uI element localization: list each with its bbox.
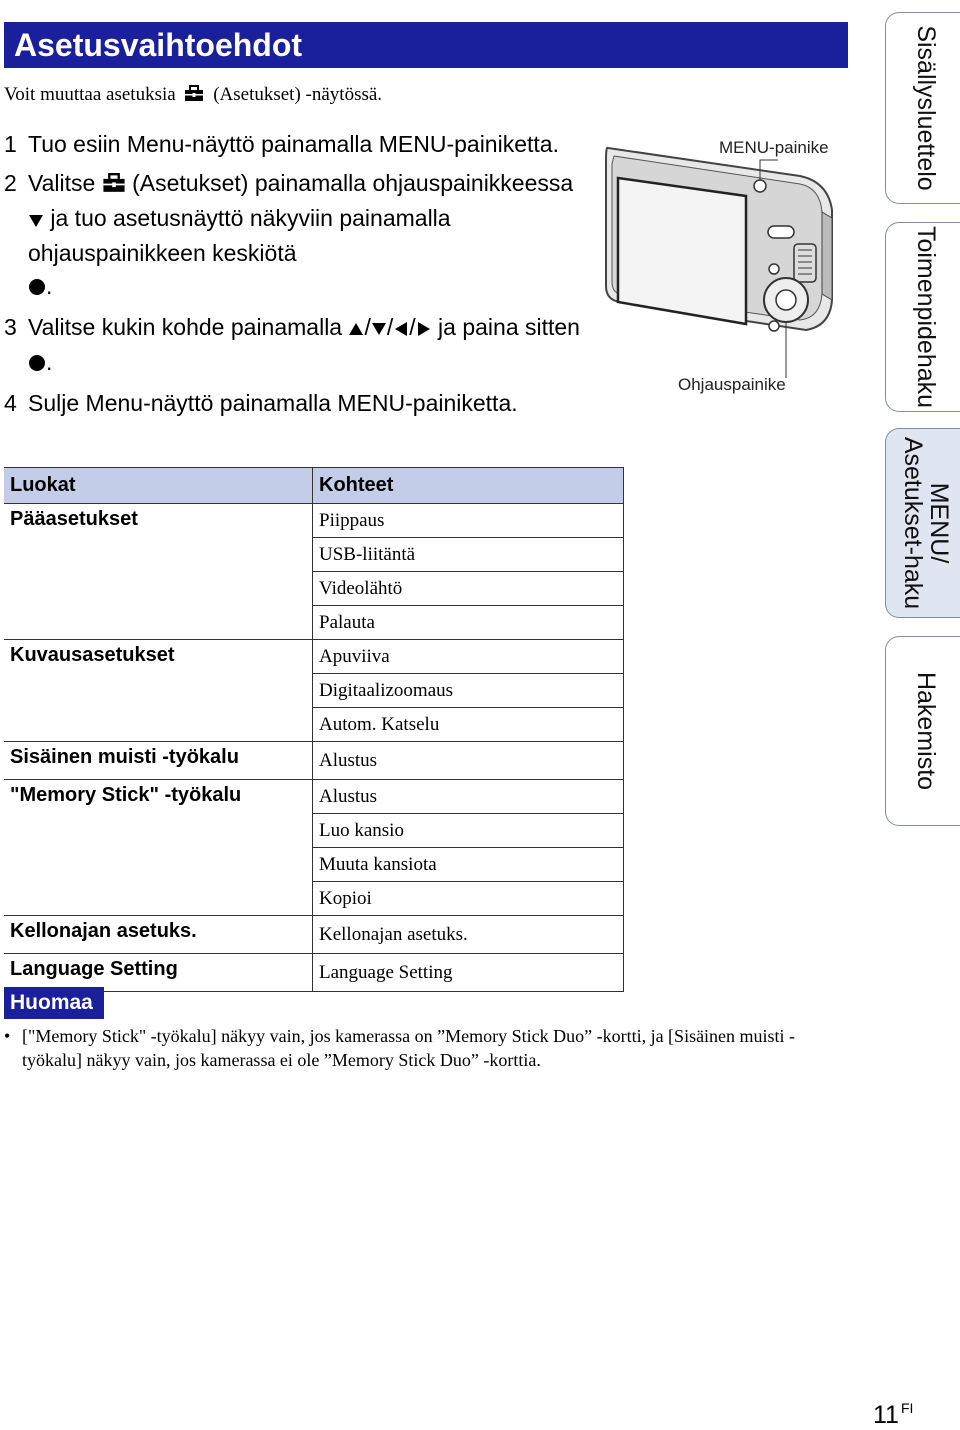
tab-index-label: Hakemisto xyxy=(911,671,940,791)
step-4 xyxy=(4,387,594,420)
step-text: ja tuo asetusnäyttö näkyviin painamalla ohjauspainikkeen keskiötä xyxy=(28,205,451,266)
step-text: Sulje Menu-näyttö painamalla MENU-painiketta. xyxy=(28,390,518,416)
table-row xyxy=(4,640,624,674)
tab-contents-label: Sisällysluettelo xyxy=(911,25,940,191)
category-cell: Kuvausasetukset xyxy=(4,640,313,742)
note-badge: Huomaa xyxy=(4,987,104,1019)
table-header-row xyxy=(4,468,624,504)
triangle-left-icon xyxy=(393,313,409,346)
step-number: 4 xyxy=(4,390,17,416)
item-cell: Apuviiva xyxy=(313,640,624,674)
step-text: (Asetukset) painamalla ohjauspainikkeessa xyxy=(132,170,574,196)
step-text: ja paina sitten xyxy=(438,314,580,340)
table-row xyxy=(4,916,624,954)
triangle-up-icon xyxy=(348,313,364,346)
item-cell: USB-liitäntä xyxy=(313,538,624,572)
intro-text-before: Voit muuttaa asetuksia xyxy=(4,84,176,105)
tab-index[interactable] xyxy=(885,636,960,826)
camera-drawing xyxy=(600,130,850,400)
step-number: 2 xyxy=(4,170,17,196)
tab-operation-search-label: Toimenpidehaku xyxy=(911,225,940,409)
page-number xyxy=(873,1400,913,1430)
step-number: 3 xyxy=(4,314,17,340)
tab-menu-settings-search-label xyxy=(900,437,952,609)
circle-center-icon xyxy=(28,272,46,305)
step-text: Tuo esiin Menu-näyttö painamalla MENU-painiketta. xyxy=(28,131,559,157)
tab-menu-settings-search[interactable] xyxy=(885,428,960,618)
step-number: 1 xyxy=(4,131,17,157)
page-number-suffix: FI xyxy=(900,1400,914,1416)
item-cell: Alustus xyxy=(313,780,624,814)
item-cell: Piippaus xyxy=(313,504,624,538)
tab-contents[interactable] xyxy=(885,12,960,204)
page-number-value: 11 xyxy=(873,1401,899,1429)
step-text: . xyxy=(46,349,53,375)
intro-line xyxy=(4,84,382,108)
step-text: Valitse xyxy=(28,170,96,196)
category-cell: Sisäinen muisti -työkalu xyxy=(4,742,313,780)
page-title: Asetusvaihtoehdot xyxy=(14,27,303,63)
control-button-label: Ohjauspainike xyxy=(678,375,786,394)
item-cell: Muuta kansiota xyxy=(313,848,624,882)
item-cell: Language Setting xyxy=(313,954,624,992)
item-cell: Videolähtö xyxy=(313,572,624,606)
step-1 xyxy=(4,128,594,161)
toolbox-icon xyxy=(184,85,204,108)
toolbox-icon xyxy=(102,169,126,202)
step-2 xyxy=(4,167,594,305)
table-row xyxy=(4,780,624,814)
table-row xyxy=(4,742,624,780)
step-3: 3 Valitse kukin kohde painamalla / / / ja paina sitten . xyxy=(4,311,594,381)
item-cell: Digitaalizoomaus xyxy=(313,674,624,708)
tab-label-line-2: Asetukset-haku xyxy=(898,436,927,610)
item-cell: Palauta xyxy=(313,606,624,640)
item-cell: Autom. Katselu xyxy=(313,708,624,742)
item-cell: Luo kansio xyxy=(313,814,624,848)
note-body: ["Memory Stick" -työkalu] näkyy vain, jos kamerassa on ”Memory Stick Duo” -kortti, ja [Sisäinen muisti -työkalu] näkyy vain, jos kamerassa ei ole ”Memory Stick Duo” -korttia. xyxy=(22,1026,796,1070)
step-text: Valitse kukin kohde painamalla xyxy=(28,314,343,340)
circle-center-icon xyxy=(28,348,46,381)
item-cell: Kopioi xyxy=(313,882,624,916)
tab-label-line-1: MENU/ xyxy=(924,482,953,564)
steps-list xyxy=(4,128,594,426)
note-text xyxy=(4,1024,804,1072)
step-text: . xyxy=(46,273,53,299)
bullet: • xyxy=(4,1026,11,1046)
table-row xyxy=(4,954,624,992)
triangle-down-icon xyxy=(371,313,387,346)
menu-button-label: MENU-painike xyxy=(719,138,829,157)
tab-operation-search[interactable] xyxy=(885,222,960,412)
table-row xyxy=(4,504,624,538)
page-title-bar xyxy=(4,22,848,68)
category-cell: "Memory Stick" -työkalu xyxy=(4,780,313,916)
camera-illustration xyxy=(600,130,850,400)
table-header-categories: Luokat xyxy=(4,468,313,504)
table-header-items: Kohteet xyxy=(313,468,624,504)
item-cell: Kellonajan asetuks. xyxy=(313,916,624,954)
triangle-down-icon xyxy=(28,204,44,237)
intro-text-after: (Asetukset) -näytössä. xyxy=(213,84,383,105)
item-cell: Alustus xyxy=(313,742,624,780)
category-cell: Pääasetukset xyxy=(4,504,313,640)
settings-table xyxy=(4,467,624,992)
triangle-right-icon xyxy=(416,313,432,346)
category-cell: Language Setting xyxy=(4,954,313,992)
category-cell: Kellonajan asetuks. xyxy=(4,916,313,954)
